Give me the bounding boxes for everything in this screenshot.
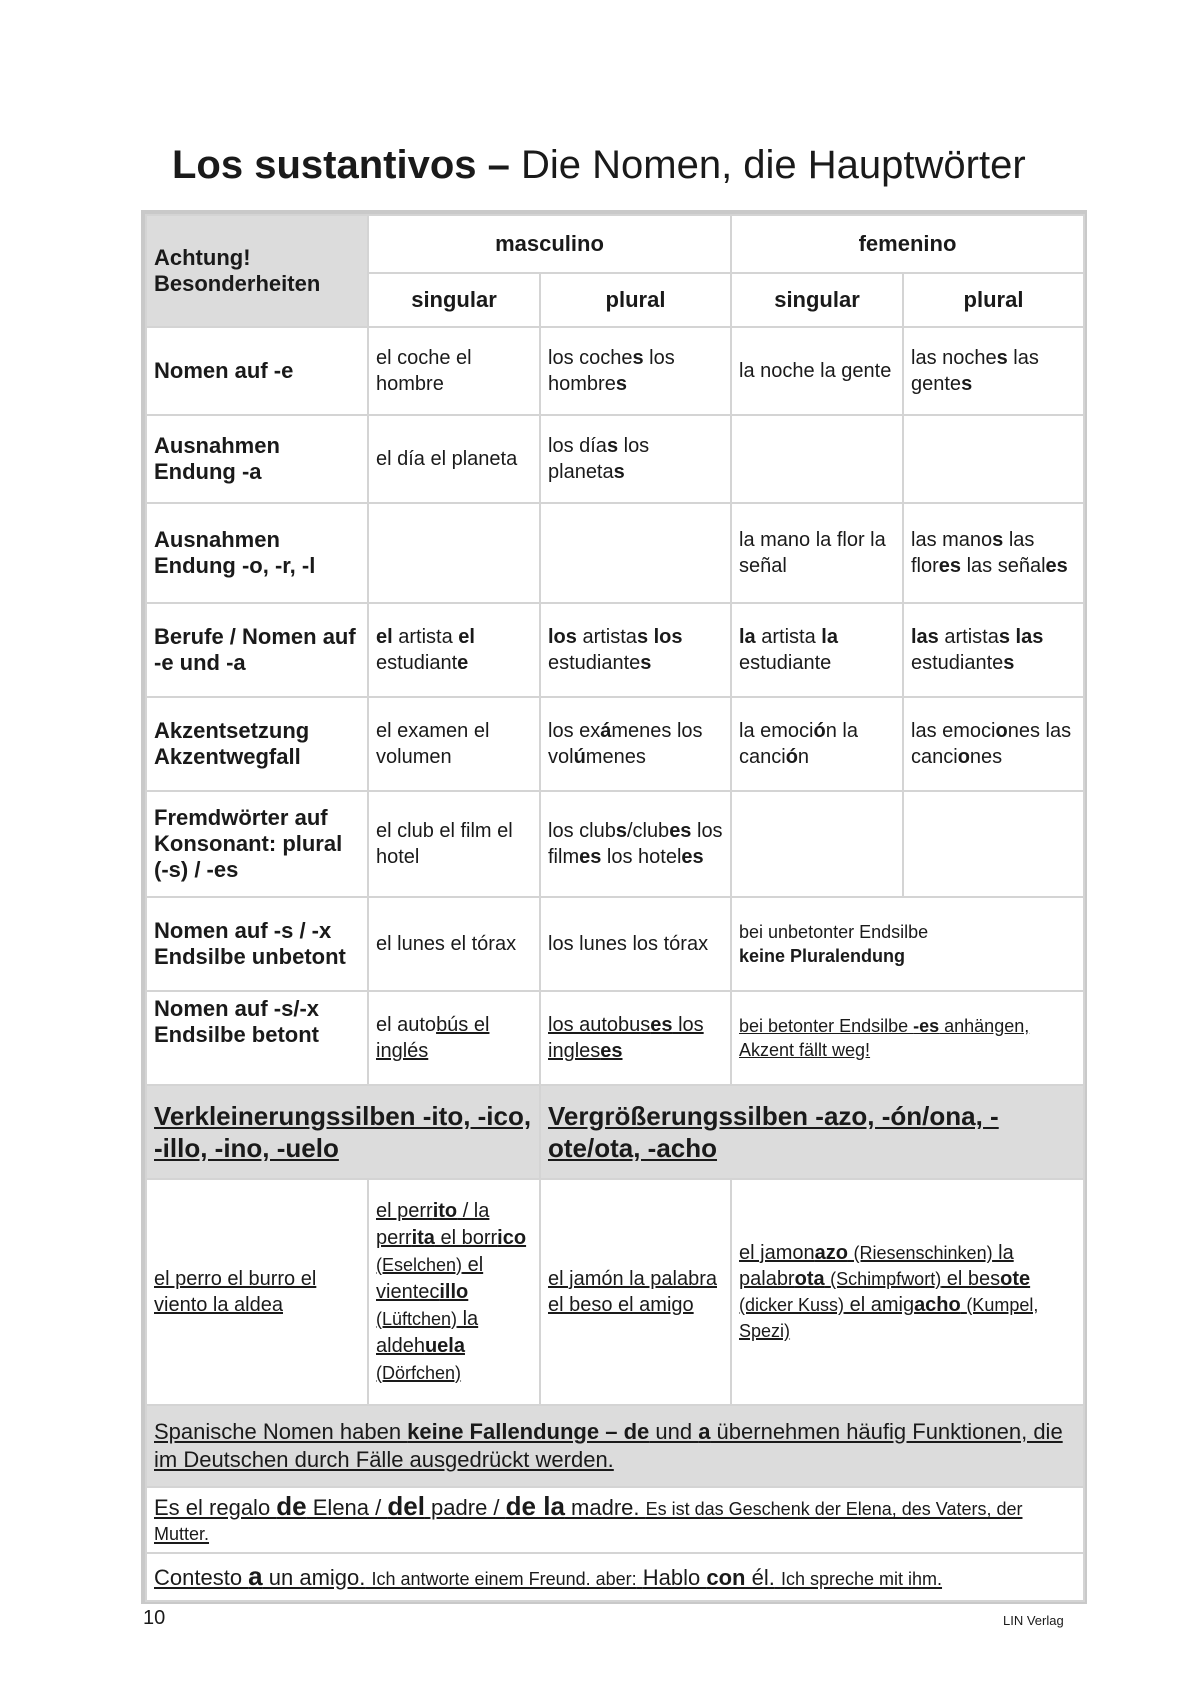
augmentative-heading: Vergrößerungssilben -azo, -ón/ona, -ote/ota, -acho (540, 1085, 1084, 1179)
grammar-table (145, 214, 1085, 1602)
cell-m-singular: el autobús el inglés (368, 991, 540, 1085)
header-masculino: masculino (368, 215, 731, 273)
row-label: Ausnahmen Endung -o, -r, -l (146, 503, 368, 603)
cell-f-plural: las artistas las estudiantes (903, 603, 1084, 697)
row-label: Ausnahmen Endung -a (146, 415, 368, 503)
cell-m-plural: los clubs/clubes los filmes los hoteles (540, 791, 731, 897)
cell-f-plural (903, 791, 1084, 897)
note-row (146, 1405, 1084, 1487)
cell-m-singular: el coche el hombre (368, 327, 540, 415)
cell-f-singular: la artista la estudiante (731, 603, 903, 697)
cell-f-singular (731, 791, 903, 897)
cell-m-plural (540, 503, 731, 603)
cell-feminine-note: bei unbetonter Endsilbe keine Pluralendung (731, 897, 1084, 991)
cell-m-singular: el club el film el hotel (368, 791, 540, 897)
cell-f-singular: la noche la gente (731, 327, 903, 415)
row-label: Fremdwörter auf Konsonant: plural (-s) / -es (146, 791, 368, 897)
diminutive-heading: Verkleinerungssilben -ito, -ico, -illo, -ino, -uelo (146, 1085, 540, 1179)
cell-f-singular (731, 415, 903, 503)
row-label: Nomen auf -s / -x Endsilbe unbetont (146, 897, 368, 991)
example-row (146, 1553, 1084, 1601)
example-de: Es el regalo de Elena / del padre / de la madre. Es ist das Geschenk der Elena, des Vaters, der Mutter. (146, 1487, 1084, 1553)
diminutive-forms: el perrito / la perrita el borrico (Eselchen) el vientecillo (Lüftchen) la aldehuela (Dörfchen) (368, 1179, 540, 1405)
cell-m-singular: el examen el volumen (368, 697, 540, 791)
cell-m-plural: los lunes los tórax (540, 897, 731, 991)
suffix-heading-row (146, 1085, 1084, 1179)
row-label: Berufe / Nomen auf -e und -a (146, 603, 368, 697)
example-a-con: Contesto a un amigo. Ich antworte einem Freund. aber: Hablo con él. Ich spreche mit ihm. (146, 1553, 1084, 1601)
cell-f-plural: las noches las gentes (903, 327, 1084, 415)
cell-f-plural (903, 415, 1084, 503)
cell-m-singular: el día el planeta (368, 415, 540, 503)
table-row (146, 603, 1084, 697)
cell-feminine-note: bei betonter Endsilbe -es anhängen, Akzent fällt weg! (731, 991, 1084, 1085)
table-row (146, 791, 1084, 897)
row-label: Nomen auf -s/-x Endsilbe betont (146, 991, 368, 1085)
cell-m-singular: el lunes el tórax (368, 897, 540, 991)
cell-f-singular: la mano la flor la señal (731, 503, 903, 603)
cell-m-plural: los autobuses los ingleses (540, 991, 731, 1085)
table-row (146, 415, 1084, 503)
diminutive-base: el perro el burro el viento la aldea (146, 1179, 368, 1405)
cell-m-plural: los exámenes los volúmenes (540, 697, 731, 791)
cell-m-singular (368, 503, 540, 603)
case-endings-note: Spanische Nomen haben keine Fallendunge – de und a übernehmen häufig Funktionen, die im Deutschen durch Fälle ausgedrückt werden. (146, 1405, 1084, 1487)
cell-m-plural: los días los planetas (540, 415, 731, 503)
cell-f-plural: las emociones las canciones (903, 697, 1084, 791)
page-title: Los sustantivos – Die Nomen, die Hauptwörter (172, 143, 1026, 187)
cell-m-plural: los coches los hombres (540, 327, 731, 415)
augmentative-forms: el jamonazo (Riesenschinken) la palabrota (Schimpfwort) el besote (dicker Kuss) el amigacho (Kumpel, Spezi) (731, 1179, 1084, 1405)
header-m-plural: plural (540, 273, 731, 327)
cell-f-singular: la emoción la canción (731, 697, 903, 791)
cell-f-plural: las manos las flores las señales (903, 503, 1084, 603)
table-row (146, 327, 1084, 415)
corner-header: Achtung! Besonderheiten (146, 215, 368, 327)
table-row (146, 503, 1084, 603)
publisher-name: LIN Verlag (1003, 1613, 1064, 1628)
page-number: 10 (143, 1607, 166, 1629)
cell-m-singular: el artista el estudiante (368, 603, 540, 697)
table-row (146, 991, 1084, 1085)
augmentative-base: el jamón la palabra el beso el amigo (540, 1179, 731, 1405)
suffix-example-row (146, 1179, 1084, 1405)
example-row (146, 1487, 1084, 1553)
cell-m-plural: los artistas los estudiantes (540, 603, 731, 697)
row-label: Nomen auf -e (146, 327, 368, 415)
table-row (146, 897, 1084, 991)
table-row (146, 697, 1084, 791)
header-f-plural: plural (903, 273, 1084, 327)
header-f-singular: singular (731, 273, 903, 327)
header-femenino: femenino (731, 215, 1084, 273)
row-label: Akzentsetzung Akzentwegfall (146, 697, 368, 791)
header-m-singular: singular (368, 273, 540, 327)
